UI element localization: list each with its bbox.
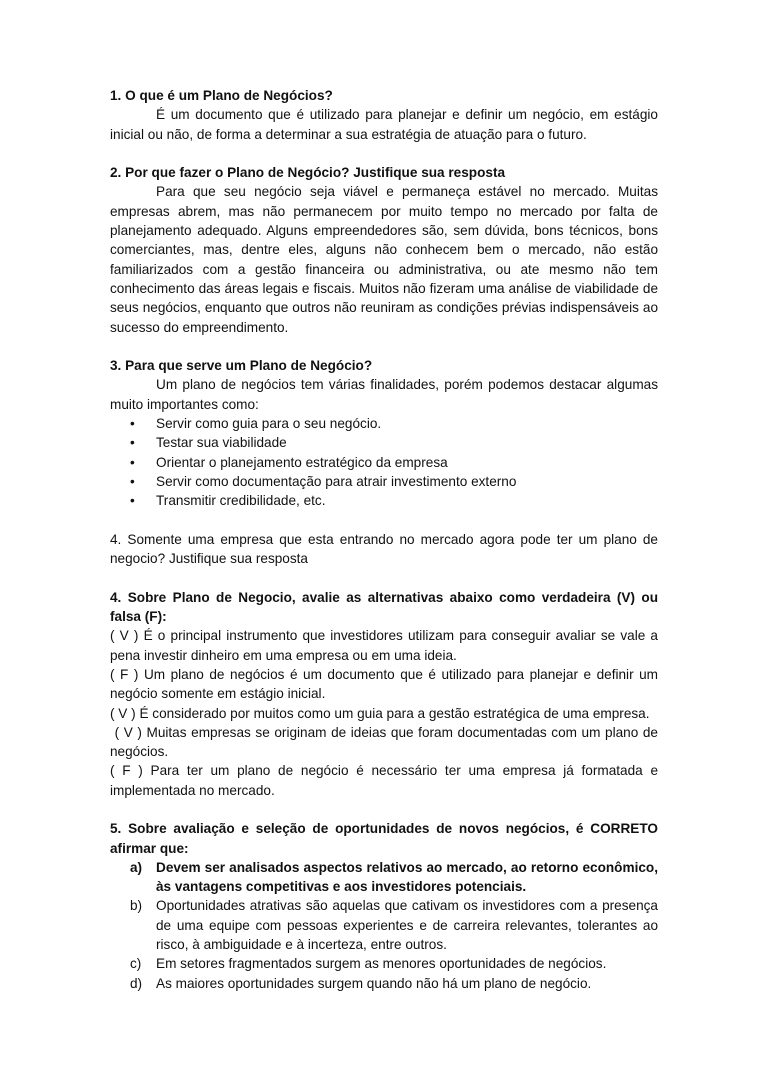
- question-5-options: [110, 858, 658, 993]
- tf-text: Muitas empresas se originam de ideias que foram documentadas com um plano de negócios.: [110, 724, 658, 760]
- tf-mark: ( V ): [110, 724, 142, 740]
- tf-mark: ( V ): [110, 628, 139, 644]
- option-c: [110, 954, 658, 973]
- bullet-item: [110, 491, 658, 510]
- tf-statement: [110, 723, 658, 762]
- tf-mark: ( F ): [110, 666, 139, 682]
- tf-text: Um plano de negócios é um documento que é utilizado para planejar e definir um negócio somente em estágio inicial.: [110, 666, 658, 702]
- tf-statement: [110, 626, 658, 665]
- tf-mark: ( F ): [110, 763, 143, 779]
- option-letter: a): [130, 859, 143, 875]
- tf-statement: [110, 761, 658, 800]
- question-3-bullet-list: [110, 414, 658, 510]
- question-2: [110, 163, 658, 337]
- bullet-icon: •: [130, 416, 135, 432]
- option-letter: d): [130, 975, 143, 991]
- question-1-title: 1. O que é um Plano de Negócios?: [110, 88, 333, 103]
- tf-statement: [110, 665, 658, 704]
- bullet-icon: •: [130, 473, 135, 489]
- bullet-icon: •: [130, 454, 135, 470]
- bullet-icon: •: [130, 435, 135, 451]
- question-4-true-false: [110, 588, 658, 800]
- option-a: [110, 858, 658, 897]
- option-text: Devem ser analisados aspectos relativos ao mercado, ao retorno econômico, às vantagens competitivas e aos investidores potenciais.: [156, 859, 658, 895]
- option-text: Em setores fragmentados surgem as menores oportunidades de negócios.: [156, 956, 607, 972]
- bullet-item: [110, 433, 658, 452]
- question-3-title: 3. Para que serve um Plano de Negócio?: [110, 358, 373, 374]
- option-letter: c): [130, 956, 142, 972]
- bullet-text: Orientar o planejamento estratégico da empresa: [156, 454, 448, 470]
- option-d: [110, 974, 658, 993]
- option-text: As maiores oportunidades surgem quando não há um plano de negócio.: [156, 975, 592, 991]
- question-4-open-text: 4. Somente uma empresa que esta entrando no mercado agora pode ter um plano de negocio? Justifique sua resposta: [110, 531, 658, 567]
- tf-text: É considerado por muitos como um guia para a gestão estratégica de uma empresa.: [139, 705, 650, 721]
- question-2-answer: Para que seu negócio seja viável e permaneça estável no mercado. Muitas empresas abrem, mas não permanecem por muito tempo no mercado por falta de planejamento adequado. Alguns empreendedores são, sem dúvida, bons técnicos, bons comerciantes, mas, dentre eles, alguns não conhecem bem o mercado, não estão familiarizados com a gestão financeira ou administrativa, ou ate mesmo não tem conhecimento das áreas legais e fiscais. Muitos não fizeram uma análise de viabilidade de seus negócios, enquanto que outros não reuniram as condições prévias indispensáveis ao sucesso do empreendimento.: [110, 184, 658, 335]
- question-5: [110, 819, 658, 993]
- bullet-text: Servir como documentação para atrair investimento externo: [156, 473, 517, 489]
- question-3: [110, 356, 658, 510]
- option-letter: b): [130, 898, 143, 914]
- question-2-title: 2. Por que fazer o Plano de Negócio? Justifique sua resposta: [110, 165, 506, 181]
- tf-text: É o principal instrumento que investidores utilizam para conseguir avaliar se vale a pena investir dinheiro em uma empresa ou em uma ideia.: [110, 628, 658, 663]
- tf-text: Para ter um plano de negócio é necessário ter uma empresa já formatada e implementada no mercado.: [110, 763, 658, 798]
- bullet-item: [110, 472, 658, 491]
- question-5-title: 5. Sobre avaliação e seleção de oportunidades de novos negócios, é CORRETO afirmar que:: [110, 821, 658, 856]
- tf-mark: ( V ): [110, 705, 136, 721]
- bullet-text: Servir como guia para o seu negócio.: [156, 416, 382, 432]
- bullet-item: [110, 414, 658, 433]
- question-1: [110, 86, 658, 144]
- option-text: Oportunidades atrativas são aquelas que cativam os investidores com a presença de uma equipe com pessoas experientes e de carreira relevantes, tolerantes ao risco, à ambiguidade e à incerteza, entre outros.: [156, 898, 658, 953]
- question-3-intro: Um plano de negócios tem várias finalidades, porém podemos destacar algumas muito importantes como:: [110, 377, 658, 412]
- bullet-text: Transmitir credibilidade, etc.: [156, 493, 326, 509]
- bullet-text: Testar sua viabilidade: [156, 435, 287, 451]
- tf-statement: [110, 704, 658, 723]
- question-1-answer: É um documento que é utilizado para planejar e definir um negócio, em estágio inicial ou não, de forma a determinar a sua estratégia de atuação para o futuro.: [110, 107, 658, 142]
- bullet-icon: •: [130, 493, 135, 509]
- option-b: [110, 896, 658, 954]
- question-4-open: [110, 530, 658, 569]
- document-page: [110, 86, 658, 1012]
- bullet-item: [110, 453, 658, 472]
- question-4-tf-title: 4. Sobre Plano de Negocio, avalie as alternativas abaixo como verdadeira (V) ou falsa (F):: [110, 589, 658, 625]
